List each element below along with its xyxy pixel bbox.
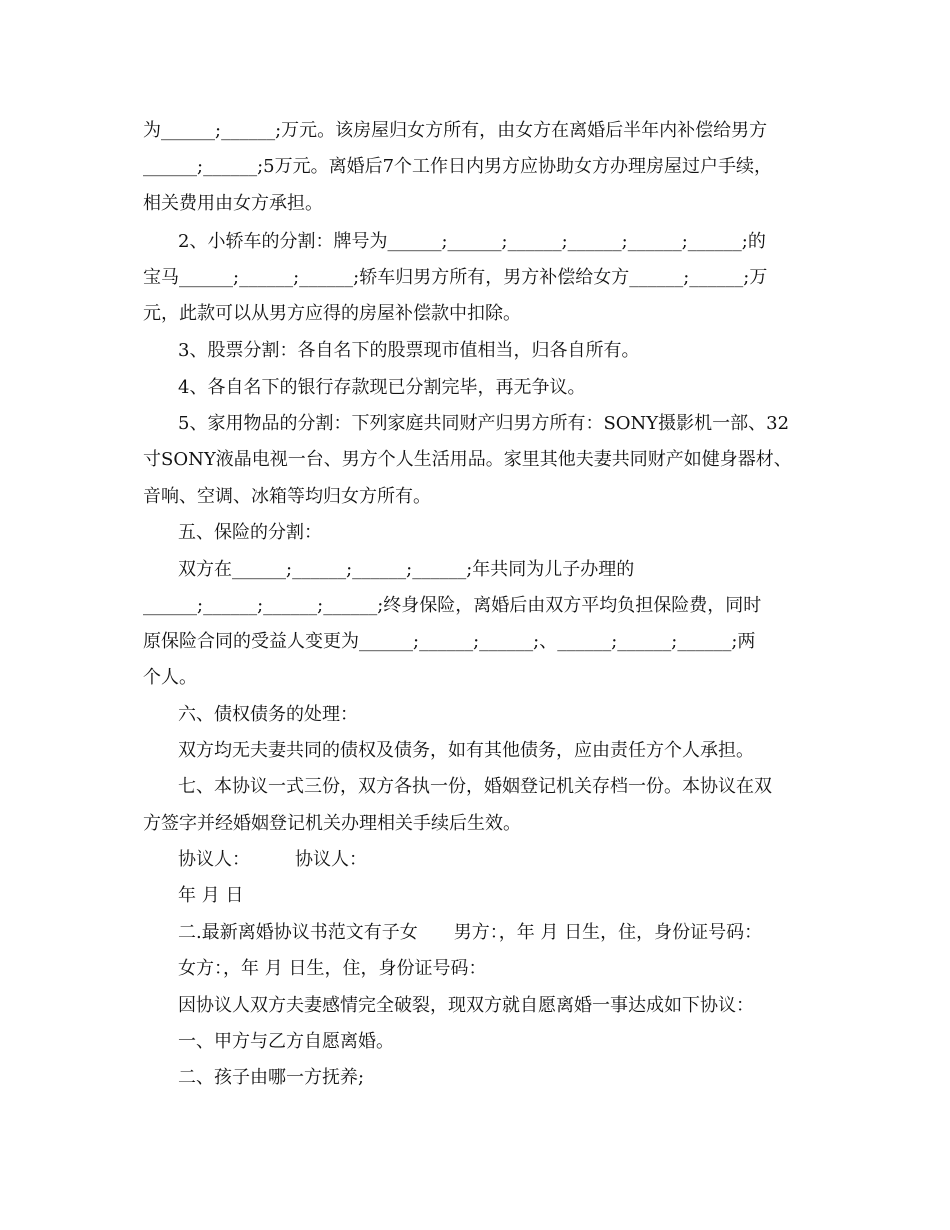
section-heading: 五、保险的分割： bbox=[178, 522, 322, 543]
paragraph-line: 一、甲方与乙方自愿离婚。 bbox=[178, 1031, 394, 1052]
paragraph-line: 宝马______;______;______;轿车归男方所有，男方补偿给女方______;______;万 bbox=[143, 267, 768, 288]
signature-line: 协议人： 协议人： bbox=[178, 849, 367, 870]
paragraph-line: 因协议人双方夫妻感情完全破裂，现双方就自愿离婚一事达成如下协议： bbox=[178, 995, 754, 1016]
paragraph-line: 方签字并经婚姻登记机关办理相关手续后生效。 bbox=[143, 813, 521, 834]
paragraph-line: 七、本协议一式三份，双方各执一份，婚姻登记机关存档一份。本协议在双 bbox=[178, 776, 772, 797]
paragraph-line: 女方：，年 月 日生，住，身份证号码： bbox=[178, 958, 487, 979]
paragraph-line: 为______;______;万元。该房屋归女方所有，由女方在离婚后半年内补偿给男方 bbox=[143, 120, 768, 141]
paragraph-line: 3、股票分割：各自名下的股票现市值相当，归各自所有。 bbox=[178, 340, 640, 361]
paragraph-line: 音响、空调、冰箱等均归女方所有。 bbox=[143, 486, 431, 507]
paragraph-line: 双方在______;______;______;______;年共同为儿子办理的 bbox=[178, 559, 635, 580]
paragraph-line: 寸SONY液晶电视一台、男方个人生活用品。家里其他夫妻共同财产如健身器材、 bbox=[143, 449, 792, 470]
date-line: 年 月 日 bbox=[178, 885, 244, 906]
paragraph-line: 双方均无夫妻共同的债权及债务，如有其他债务，应由责任方个人承担。 bbox=[178, 740, 754, 761]
paragraph-line: ______;______;______;______;终身保险，离婚后由双方平均负担保险费，同时 bbox=[143, 595, 762, 616]
paragraph-line: 二、孩子由哪一方抚养; bbox=[178, 1067, 365, 1088]
paragraph-line: 5、家用物品的分割：下列家庭共同财产归男方所有：SONY摄影机一部、32 bbox=[178, 413, 790, 434]
section-heading: 六、债权债务的处理： bbox=[178, 704, 358, 725]
section-heading: 二.最新离婚协议书范文有子女 男方：，年 月 日生，住，身份证号码： bbox=[178, 922, 763, 943]
paragraph-line: 2、小轿车的分割：牌号为______;______;______;______;______;______;的 bbox=[178, 231, 766, 252]
paragraph-line: 个人。 bbox=[143, 667, 197, 688]
paragraph-line: 相关费用由女方承担。 bbox=[143, 193, 323, 214]
paragraph-line: 4、各自名下的银行存款现已分割完毕，再无争议。 bbox=[178, 377, 586, 398]
paragraph-line: 元，此款可以从男方应得的房屋补偿款中扣除。 bbox=[143, 303, 521, 324]
paragraph-line: 原保险合同的受益人变更为______;______;______;、______;______;______;两 bbox=[143, 631, 756, 652]
paragraph-line: ______;______;5万元。离婚后7个工作日内男方应协助女方办理房屋过户手续， bbox=[143, 156, 773, 177]
